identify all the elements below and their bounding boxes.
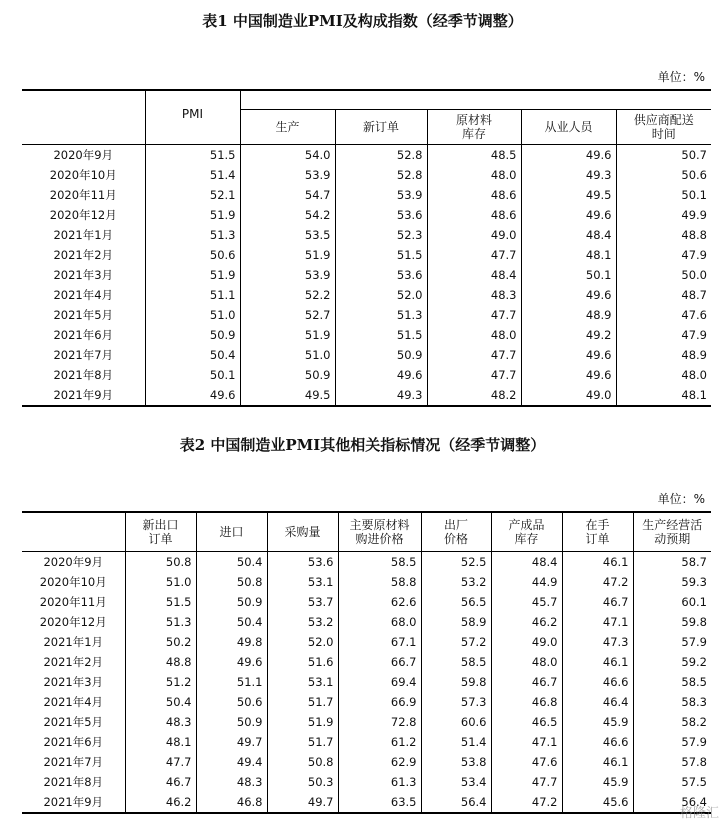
- table-cell: 46.8: [491, 692, 562, 712]
- table2-header-col: 产成品 库存: [491, 512, 562, 552]
- table-cell: 47.3: [562, 632, 633, 652]
- table-cell: 50.4: [196, 552, 267, 573]
- table-cell: 50.6: [616, 165, 711, 185]
- table-cell: 51.3: [145, 225, 240, 245]
- table-cell: 48.4: [427, 265, 521, 285]
- table-cell: 48.4: [491, 552, 562, 573]
- table-cell: 46.7: [125, 772, 196, 792]
- table-cell: 52.0: [335, 285, 427, 305]
- table-cell: 48.6: [427, 185, 521, 205]
- table-cell: 47.7: [427, 245, 521, 265]
- table-cell: 53.9: [240, 265, 335, 285]
- row-label: 2021年4月: [53, 288, 114, 302]
- table-cell: 49.6: [521, 285, 616, 305]
- table-row: [22, 265, 711, 285]
- table1-header-col: 从业人员: [521, 110, 616, 145]
- table-cell: 50.4: [145, 345, 240, 365]
- table-row: [22, 345, 711, 365]
- table2-header-col: 进口: [196, 512, 267, 552]
- row-label: 2021年5月: [53, 308, 114, 322]
- table-cell: 49.6: [521, 345, 616, 365]
- row-label: 2020年9月: [53, 148, 114, 162]
- table-cell: 51.2: [125, 672, 196, 692]
- table-cell: 48.1: [521, 245, 616, 265]
- table-cell: 49.6: [196, 652, 267, 672]
- table-cell: 53.1: [267, 672, 338, 692]
- table-cell: 50.0: [616, 265, 711, 285]
- table-cell: 50.4: [125, 692, 196, 712]
- table-row: [22, 145, 711, 166]
- table-cell: 48.1: [616, 385, 711, 406]
- table-cell: 51.4: [145, 165, 240, 185]
- row-label: 2020年10月: [39, 575, 107, 589]
- table2: [22, 511, 711, 814]
- table-cell: 46.7: [491, 672, 562, 692]
- table-cell: 62.6: [338, 592, 421, 612]
- table-cell: 53.6: [335, 265, 427, 285]
- table-cell: 48.8: [616, 225, 711, 245]
- table1-header-pmi: PMI: [145, 90, 240, 145]
- table-cell: 46.1: [562, 652, 633, 672]
- table-row: [22, 792, 711, 813]
- table-cell: 58.9: [421, 612, 491, 632]
- row-label: 2021年1月: [53, 228, 114, 242]
- row-label: 2021年9月: [22, 792, 125, 813]
- table1-unit: 单位：%: [657, 70, 705, 84]
- table-cell: 48.3: [196, 772, 267, 792]
- table-cell: 51.0: [125, 572, 196, 592]
- row-label: 2021年3月: [43, 675, 104, 689]
- table-cell: 53.4: [421, 772, 491, 792]
- table-cell: 49.7: [196, 732, 267, 752]
- table-cell: 50.1: [616, 185, 711, 205]
- table-cell: 59.8: [421, 672, 491, 692]
- table-cell: 50.6: [196, 692, 267, 712]
- table2-header-row: [22, 512, 711, 552]
- table-cell: 58.3: [633, 692, 711, 712]
- table-cell: 51.5: [125, 592, 196, 612]
- table-cell: 49.5: [240, 385, 335, 406]
- table-cell: 46.4: [562, 692, 633, 712]
- table-cell: 52.3: [335, 225, 427, 245]
- table-cell: 51.6: [267, 652, 338, 672]
- table-cell: 51.9: [240, 245, 335, 265]
- table-cell: 53.2: [267, 612, 338, 632]
- table-cell: 46.8: [196, 792, 267, 813]
- table-cell: 50.9: [335, 345, 427, 365]
- table2-title: 表2 中国制造业PMI其他相关指标情况（经季节调整）: [179, 436, 546, 454]
- table-cell: 56.4: [633, 792, 711, 813]
- table-cell: 50.9: [196, 592, 267, 612]
- table-cell: 61.2: [338, 732, 421, 752]
- table-cell: 52.7: [240, 305, 335, 325]
- table2-header-col: 生产经营活 动预期: [633, 512, 711, 552]
- table-cell: 48.5: [427, 145, 521, 166]
- table-row: [22, 285, 711, 305]
- table-cell: 48.0: [427, 325, 521, 345]
- row-label: 2021年2月: [53, 248, 114, 262]
- table-cell: 49.2: [521, 325, 616, 345]
- table-cell: 46.5: [491, 712, 562, 732]
- row-label: 2021年7月: [43, 755, 104, 769]
- table-row: [22, 572, 711, 592]
- table-cell: 45.7: [491, 592, 562, 612]
- table-cell: 45.6: [562, 792, 633, 813]
- table-cell: 44.9: [491, 572, 562, 592]
- table-cell: 50.9: [145, 325, 240, 345]
- table-row: [22, 385, 711, 406]
- table-cell: 49.6: [521, 365, 616, 385]
- table-row: [22, 632, 711, 652]
- table-cell: 53.7: [267, 592, 338, 612]
- table-cell: 54.0: [240, 145, 335, 166]
- row-label: 2021年1月: [43, 635, 104, 649]
- table-cell: 49.5: [521, 185, 616, 205]
- table-cell: 52.5: [421, 552, 491, 573]
- table1-header-row: [22, 90, 711, 110]
- table2-header-col: 出厂 价格: [421, 512, 491, 552]
- table2-unit: 单位：%: [657, 492, 705, 506]
- table-cell: 59.2: [633, 652, 711, 672]
- table-cell: 52.8: [335, 165, 427, 185]
- table-cell: 46.1: [562, 552, 633, 573]
- table-cell: 47.2: [562, 572, 633, 592]
- table-cell: 49.3: [521, 165, 616, 185]
- table-row: [22, 552, 711, 573]
- table-cell: 69.4: [338, 672, 421, 692]
- table-cell: 58.2: [633, 712, 711, 732]
- table-cell: 57.5: [633, 772, 711, 792]
- table-row: [22, 772, 711, 792]
- table-cell: 61.3: [338, 772, 421, 792]
- table-cell: 57.8: [633, 752, 711, 772]
- table-cell: 46.6: [562, 732, 633, 752]
- table-cell: 53.2: [421, 572, 491, 592]
- table1-corner: [22, 90, 145, 145]
- table-cell: 63.5: [338, 792, 421, 813]
- row-label: 2021年7月: [53, 348, 114, 362]
- table-cell: 57.9: [633, 632, 711, 652]
- table-cell: 51.0: [240, 345, 335, 365]
- table-row: [22, 592, 711, 612]
- table-row: [22, 672, 711, 692]
- table-cell: 53.9: [335, 185, 427, 205]
- table-cell: 53.5: [240, 225, 335, 245]
- table-cell: 47.7: [427, 305, 521, 325]
- table-cell: 57.3: [421, 692, 491, 712]
- table-cell: 50.8: [267, 752, 338, 772]
- table-cell: 60.1: [633, 592, 711, 612]
- table-cell: 58.7: [633, 552, 711, 573]
- table-cell: 48.0: [427, 165, 521, 185]
- row-label: 2020年11月: [49, 188, 117, 202]
- table-cell: 51.1: [196, 672, 267, 692]
- table-row: [22, 325, 711, 345]
- table-cell: 67.1: [338, 632, 421, 652]
- table-cell: 53.6: [335, 205, 427, 225]
- table-row: [22, 205, 711, 225]
- table-cell: 49.0: [491, 632, 562, 652]
- table-cell: 68.0: [338, 612, 421, 632]
- table-cell: 48.6: [427, 205, 521, 225]
- table1-header-col: 原材料 库存: [427, 110, 521, 145]
- table-cell: 50.3: [267, 772, 338, 792]
- table-cell: 50.1: [145, 365, 240, 385]
- table-cell: 49.0: [521, 385, 616, 406]
- table2-header-col: 采购量: [267, 512, 338, 552]
- table-cell: 56.4: [421, 792, 491, 813]
- table-cell: 47.9: [616, 245, 711, 265]
- table-cell: 59.8: [633, 612, 711, 632]
- table-cell: 49.8: [196, 632, 267, 652]
- table-cell: 46.1: [562, 752, 633, 772]
- table1-header-col: 新订单: [335, 110, 427, 145]
- table-cell: 48.0: [616, 365, 711, 385]
- table-cell: 47.7: [427, 345, 521, 365]
- table-cell: 53.1: [267, 572, 338, 592]
- table-cell: 49.9: [616, 205, 711, 225]
- table-cell: 48.1: [125, 732, 196, 752]
- table-cell: 56.5: [421, 592, 491, 612]
- table-cell: 47.7: [427, 365, 521, 385]
- table-cell: 53.9: [240, 165, 335, 185]
- table-cell: 51.3: [335, 305, 427, 325]
- table-cell: 48.4: [521, 225, 616, 245]
- table-cell: 47.6: [616, 305, 711, 325]
- table-cell: 51.1: [145, 285, 240, 305]
- table-cell: 46.2: [491, 612, 562, 632]
- row-label: 2020年11月: [39, 595, 107, 609]
- table-cell: 48.3: [125, 712, 196, 732]
- table-cell: 51.7: [267, 692, 338, 712]
- table-cell: 51.5: [335, 245, 427, 265]
- table-cell: 52.2: [240, 285, 335, 305]
- table-cell: 46.7: [562, 592, 633, 612]
- table-cell: 58.5: [633, 672, 711, 692]
- table-row: [22, 185, 711, 205]
- table-row: [22, 652, 711, 672]
- row-label: 2021年8月: [43, 775, 104, 789]
- watermark-logo: 格隆汇: [679, 806, 719, 821]
- table-cell: 50.4: [196, 612, 267, 632]
- table-cell: 62.9: [338, 752, 421, 772]
- table-cell: 66.7: [338, 652, 421, 672]
- table-cell: 50.8: [196, 572, 267, 592]
- table-row: [22, 692, 711, 712]
- table-cell: 47.2: [491, 792, 562, 813]
- table-cell: 50.8: [125, 552, 196, 573]
- row-label: 2021年8月: [53, 368, 114, 382]
- row-label: 2021年9月: [22, 385, 145, 406]
- row-label: 2021年2月: [43, 655, 104, 669]
- table-cell: 46.2: [125, 792, 196, 813]
- table-cell: 57.2: [421, 632, 491, 652]
- table2-header-col: 新出口 订单: [125, 512, 196, 552]
- table-cell: 50.9: [196, 712, 267, 732]
- table-row: [22, 612, 711, 632]
- row-label: 2020年12月: [49, 208, 117, 222]
- table-cell: 49.7: [267, 792, 338, 813]
- row-label: 2020年10月: [49, 168, 117, 182]
- table-cell: 48.0: [491, 652, 562, 672]
- table-row: [22, 245, 711, 265]
- table-cell: 57.9: [633, 732, 711, 752]
- table1: [22, 89, 711, 407]
- table-cell: 59.3: [633, 572, 711, 592]
- table-row: [22, 752, 711, 772]
- table-cell: 52.8: [335, 145, 427, 166]
- table1-header-col: 供应商配送 时间: [616, 110, 711, 145]
- table-cell: 49.6: [335, 365, 427, 385]
- table-cell: 51.5: [145, 145, 240, 166]
- table-cell: 54.7: [240, 185, 335, 205]
- row-label: 2021年3月: [53, 268, 114, 282]
- table1-title: 表1 中国制造业PMI及构成指数（经季节调整）: [202, 12, 523, 30]
- table-cell: 47.7: [125, 752, 196, 772]
- table-cell: 49.6: [521, 205, 616, 225]
- table-cell: 48.2: [427, 385, 521, 406]
- table-cell: 58.8: [338, 572, 421, 592]
- table-cell: 47.9: [616, 325, 711, 345]
- table-cell: 50.2: [125, 632, 196, 652]
- table-cell: 49.0: [427, 225, 521, 245]
- table-cell: 48.3: [427, 285, 521, 305]
- table-cell: 45.9: [562, 772, 633, 792]
- table-cell: 48.7: [616, 285, 711, 305]
- table-row: [22, 365, 711, 385]
- row-label: 2020年12月: [39, 615, 107, 629]
- table-cell: 58.5: [338, 552, 421, 573]
- table-cell: 51.4: [421, 732, 491, 752]
- table-cell: 48.9: [616, 345, 711, 365]
- table-cell: 54.2: [240, 205, 335, 225]
- table-cell: 53.8: [421, 752, 491, 772]
- table-cell: 45.9: [562, 712, 633, 732]
- row-label: 2021年4月: [43, 695, 104, 709]
- table-cell: 51.7: [267, 732, 338, 752]
- table-cell: 49.6: [521, 145, 616, 166]
- table-cell: 52.1: [145, 185, 240, 205]
- table-cell: 49.4: [196, 752, 267, 772]
- table-cell: 51.0: [145, 305, 240, 325]
- table-cell: 48.8: [125, 652, 196, 672]
- row-label: 2021年6月: [43, 735, 104, 749]
- table-cell: 50.6: [145, 245, 240, 265]
- row-label: 2021年6月: [53, 328, 114, 342]
- table-cell: 51.9: [240, 325, 335, 345]
- table-row: [22, 225, 711, 245]
- table-cell: 47.1: [562, 612, 633, 632]
- table2-header-col: 主要原材料 购进价格: [338, 512, 421, 552]
- table-cell: 50.1: [521, 265, 616, 285]
- table-cell: 46.6: [562, 672, 633, 692]
- table-cell: 49.6: [145, 385, 240, 406]
- table-cell: 47.7: [491, 772, 562, 792]
- table-cell: 58.5: [421, 652, 491, 672]
- row-label: 2021年5月: [43, 715, 104, 729]
- table-cell: 47.1: [491, 732, 562, 752]
- table1-header-col: 生产: [240, 110, 335, 145]
- table2-header-col: 在手 订单: [562, 512, 633, 552]
- table-cell: 53.6: [267, 552, 338, 573]
- table-cell: 51.3: [125, 612, 196, 632]
- row-label: 2020年9月: [43, 555, 104, 569]
- table-cell: 51.9: [145, 265, 240, 285]
- table-cell: 51.9: [145, 205, 240, 225]
- table-cell: 60.6: [421, 712, 491, 732]
- table-row: [22, 165, 711, 185]
- table-row: [22, 732, 711, 752]
- table-row: [22, 712, 711, 732]
- table-cell: 47.6: [491, 752, 562, 772]
- table-cell: 51.9: [267, 712, 338, 732]
- table-cell: 50.7: [616, 145, 711, 166]
- table-cell: 48.9: [521, 305, 616, 325]
- table-cell: 66.9: [338, 692, 421, 712]
- table-cell: 51.5: [335, 325, 427, 345]
- table2-corner: [22, 512, 125, 552]
- table-cell: 49.3: [335, 385, 427, 406]
- table-cell: 52.0: [267, 632, 338, 652]
- table-cell: 72.8: [338, 712, 421, 732]
- table-row: [22, 305, 711, 325]
- table-cell: 50.9: [240, 365, 335, 385]
- table1-header-group: [240, 90, 711, 110]
